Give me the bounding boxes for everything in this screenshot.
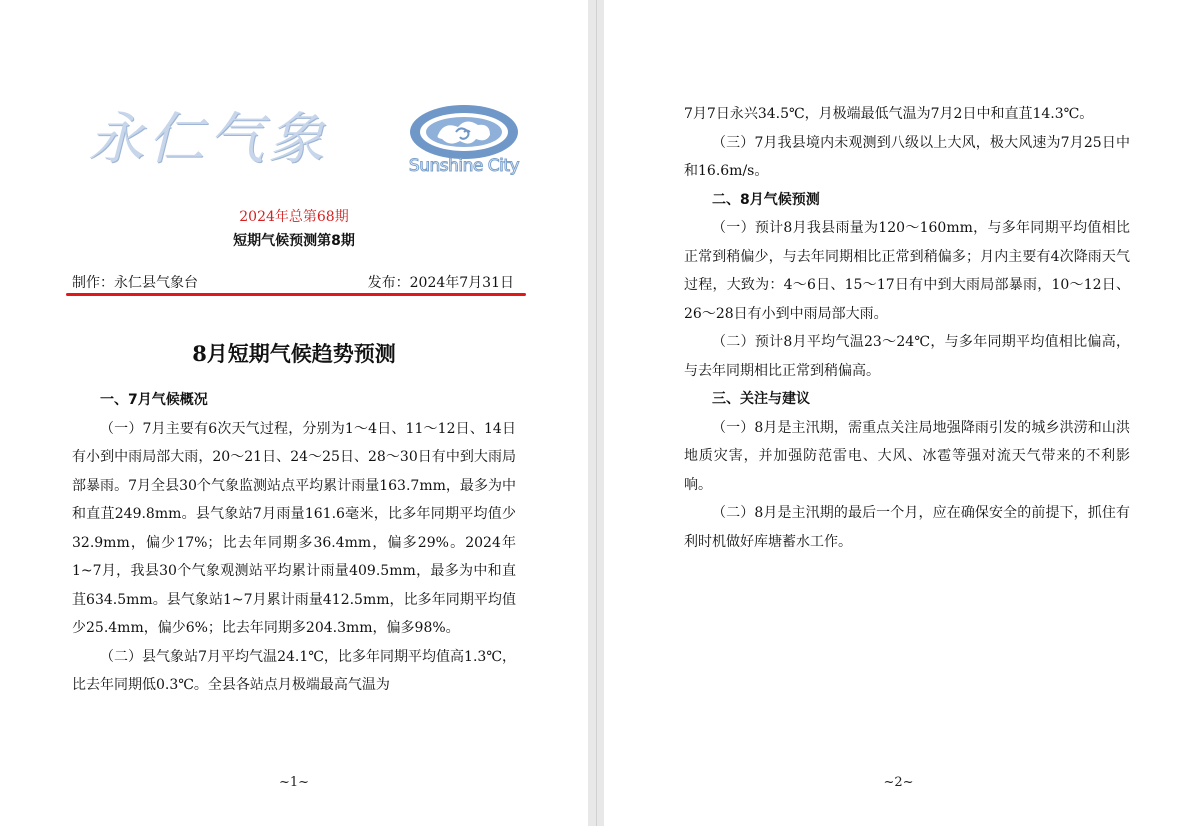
publish-date: 发布：2024年7月31日 (367, 275, 514, 291)
page-number: ~1~ (278, 775, 310, 790)
page-1 (0, 0, 588, 826)
paragraph: （二）预计8月平均气温23～24℃，与多年同期平均值相比偏高，与去年同期相比正常到稍偏高。 (684, 334, 1130, 379)
sunshine-city-logo-icon (408, 102, 520, 186)
document-title: 8月短期气候趋势预测 (192, 341, 396, 366)
page-1-body (72, 386, 516, 700)
section-heading: 二、8月气候预测 (712, 191, 820, 208)
masthead (88, 98, 528, 190)
paragraph: （二）8月是主汛期的最后一个月，应在确保安全的前提下，抓住有利时机做好库塘蓄水工作。 (684, 505, 1130, 550)
issue-number: 2024年总第68期 (239, 209, 349, 225)
paragraph: （二）县气象站7月平均气温24.1℃，比多年同期平均值高1.3℃，比去年同期低0.3℃。全县各站点月极端最高气温为 (72, 648, 516, 693)
page-2 (604, 0, 1193, 826)
paragraph: （三）7月我县境内未观测到八级以上大风，极大风速为7月25日中和16.6m/s。 (684, 134, 1130, 179)
page-2-body (684, 100, 1130, 556)
paragraph: （一）8月是主汛期，需重点关注局地强降雨引发的城乡洪涝和山洪地质灾害，并加强防范雷电、大风、冰雹等强对流天气带来的不利影响。 (684, 419, 1130, 493)
logo-text: Sunshine City (408, 156, 520, 176)
paragraph: （一）预计8月我县雨量为120～160mm，与多年同期平均值相比正常到稍偏少，与去年同期相比正常到稍偏多；月内主要有4次降雨天气过程，大致为：4～6日、15～17日有中到大雨局部暴雨，10～12日、26～28日有小到中雨局部大雨。 (684, 220, 1130, 322)
header-divider (66, 293, 526, 296)
paragraph: （一）7月主要有6次天气过程，分别为1～4日、11～12日、14日有小到中雨局部大雨，20～21日、24～25日、28～30日有中到大雨局部暴雨。7月全县30个气象监测站点平均累计雨量163.7mm，最多为中和直苴249.8mm。县气象站7月雨量161.6毫米，比多年同期平均值少32.9mm，偏少17%；比去年同期多36.4mm，偏多29%。2024年1~7月，我县30个气象观测站平均累计雨量409.5mm，最多为中和直苴634.5mm。县气象站1~7月累计雨量412.5mm，比多年同期平均值少25.4mm，偏少6%；比去年同期多204.3mm，偏多98%。 (72, 420, 516, 636)
section-heading: 一、7月气候概况 (100, 392, 208, 408)
masthead-title: 永仁气象 (88, 107, 328, 172)
page-number: ~2~ (883, 775, 914, 790)
section-heading: 三、关注与建议 (712, 391, 810, 407)
maker-label: 制作：永仁县气象台 (72, 275, 198, 291)
paragraph: 7月7日永兴34.5℃，月极端最低气温为7月2日中和直苴14.3℃。 (684, 106, 1094, 122)
series-label: 短期气候预测第8期 (233, 233, 355, 249)
gutter-divider (596, 0, 597, 826)
